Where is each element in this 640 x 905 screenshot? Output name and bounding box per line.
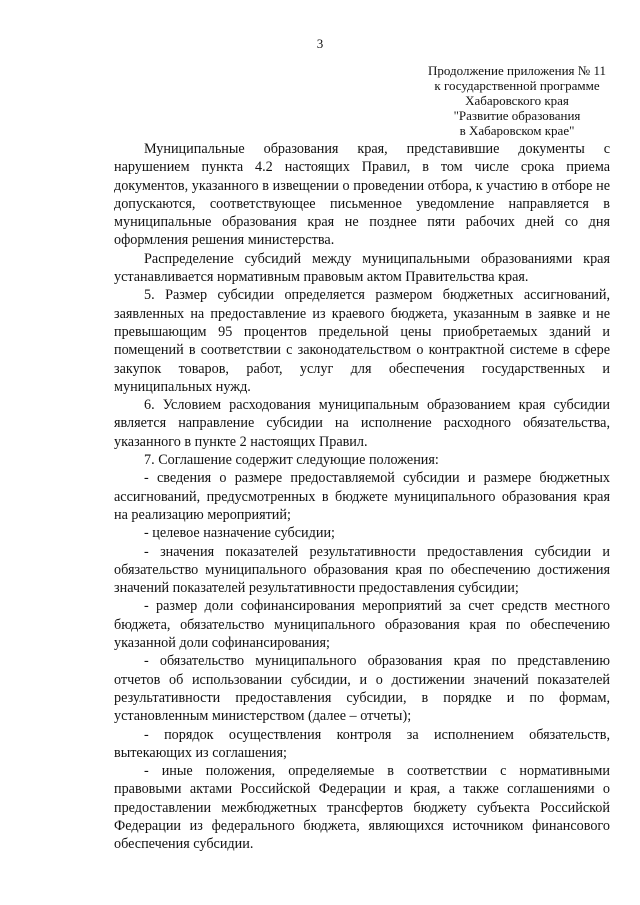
paragraph: Муниципальные образования края, представившие документы с нарушением пункта 4.2 настоящих Правил, в том числе срока приема документов, указанного в извещении о проведении отбора, к участию в отборе не допускаются, соответствующее письменное уведомление направляется в муниципальные образования края не позднее пяти рабочих дней со дня оформления решения министерства. bbox=[114, 141, 610, 249]
list-item: - сведения о размере предоставляемой субсидии и размере бюджетных ассигнований, предусмотренных в бюджете муниципального образования края на реализацию мероприятий; bbox=[114, 470, 610, 523]
appendix-line: "Развитие образования bbox=[453, 108, 581, 123]
list-item: - размер доли софинансирования мероприятий за счет средств местного бюджета, обязательство муниципального образования края по обеспечению указанной доли софинансирования; bbox=[114, 598, 610, 652]
list-item: - порядок осуществления контроля за исполнением обязательств, вытекающих из соглашения; bbox=[114, 726, 610, 761]
paragraph: 5. Размер субсидии определяется размером бюджетных ассигнований, заявленных на предоставление из краевого бюджета, указанным в заявке и не превышающим 95 процентов предельной цены приобретаемых зданий и помещений в соответствии с законодательством о контрактной системе в сфере закупок товаров, работ, услуг для обеспечения государственных и муниципальных нужд. bbox=[114, 287, 610, 395]
paragraph: 6. Условием расходования муниципальным образованием края субсидии является направление субсидии на исполнение расходного обязательства, указанного в пункте 2 настоящих Правил. bbox=[114, 397, 610, 450]
paragraph: 7. Соглашение содержит следующие положения: bbox=[144, 452, 439, 469]
appendix-line: к государственной программе bbox=[434, 78, 600, 93]
list-item: - обязательство муниципального образования края по представлению отчетов об использовании субсидии, и о достижении значений показателей результативности предоставления субсидии, в порядке и по формам, установленным министерством (далее – отчеты); bbox=[114, 653, 610, 725]
appendix-header bbox=[412, 63, 622, 138]
document-body bbox=[114, 140, 610, 854]
appendix-line: Продолжение приложения № 11 bbox=[428, 63, 606, 78]
list-item: - значения показателей результативности предоставления субсидии и обязательство муниципального образования края по обеспечению достижения значений показателей результативности предоставления субсидии; bbox=[114, 543, 610, 597]
list-item: - целевое назначение субсидии; bbox=[144, 525, 335, 542]
list-item: - иные положения, определяемые в соответствии с нормативными правовыми актами Российской Федерации и края, а также соглашениями о предоставлении межбюджетных трансфертов бюджету субъекта Российской Федерации из федерального бюджета, являющихся источником финансового обеспечения субсидии. bbox=[114, 763, 610, 853]
appendix-line: в Хабаровском крае" bbox=[459, 123, 575, 138]
paragraph: Распределение субсидий между муниципальными образованиями края устанавливается нормативным правовым актом Правительства края. bbox=[114, 250, 610, 286]
appendix-line: Хабаровского края bbox=[465, 93, 569, 108]
page-number: 3 bbox=[316, 36, 324, 51]
